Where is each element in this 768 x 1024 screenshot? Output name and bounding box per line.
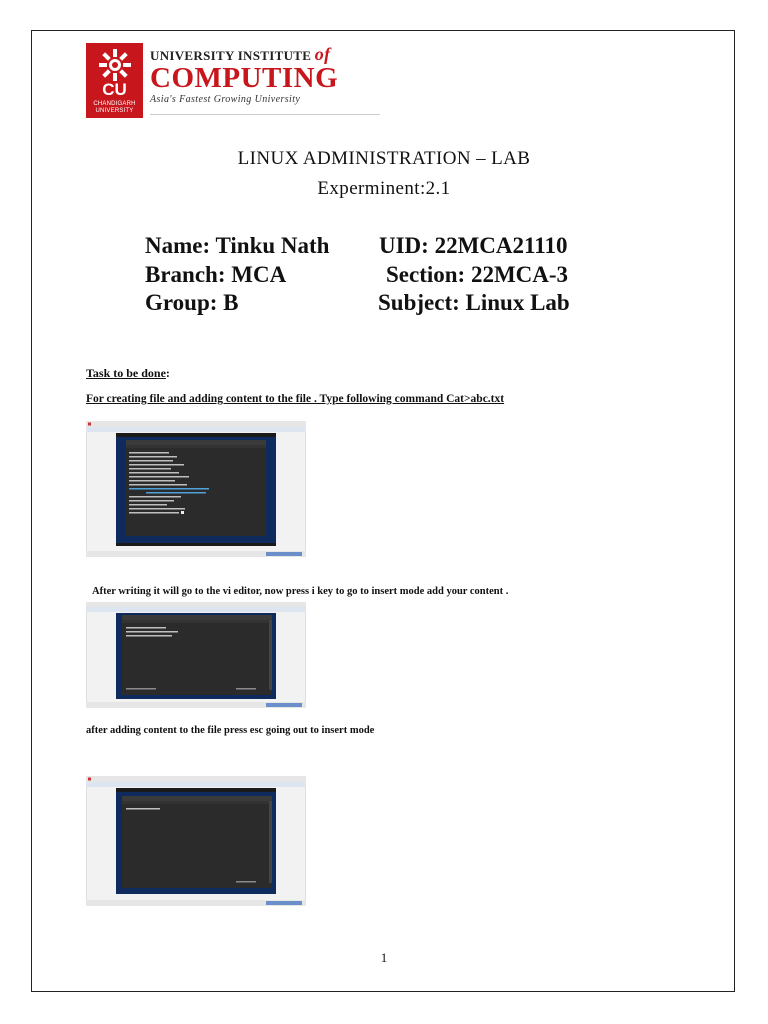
terminal-screenshot-3 (86, 776, 306, 906)
terminal-screenshot-2 (86, 602, 306, 708)
gear-emblem-icon (98, 48, 132, 82)
student-group: Group: B (145, 290, 239, 315)
cu-badge-text: CU (102, 80, 127, 99)
step1-instruction: For creating file and adding content to the file . Type following command Cat>abc.txt (86, 393, 505, 405)
logo-wordmark (150, 44, 339, 107)
student-uid: UID: 22MCA21110 (379, 233, 568, 258)
task-label: Task to be done (86, 366, 166, 380)
logo-tagline: Asia's Fastest Growing University (150, 94, 301, 105)
student-branch: Branch: MCA (145, 262, 287, 287)
step3-instruction: after adding content to the file press esc going out to insert mode (86, 725, 375, 736)
page-number: 1 (380, 950, 388, 965)
university-logo (86, 43, 386, 119)
experiment-number: Experminent:2.1 (317, 178, 451, 199)
cu-badge (86, 43, 143, 118)
student-name: Name: Tinku Nath (145, 233, 330, 258)
logo-line1-text: UNIVERSITY INSTITUTE (150, 48, 312, 63)
logo-line1-of: of (314, 44, 331, 64)
document-title: LINUX ADMINISTRATION – LAB (237, 148, 531, 169)
task-heading (86, 366, 170, 381)
logo-line2: COMPUTING (150, 62, 339, 94)
logo-divider (150, 114, 380, 115)
terminal-screenshot-1 (86, 421, 306, 557)
logo-line1 (150, 44, 338, 64)
step2-instruction: After writing it will go to the vi editor, now press i key to go to insert mode add your content . (92, 586, 509, 597)
cu-badge-subtext: CHANDIGARH UNIVERSITY (93, 101, 136, 114)
student-section: Section: 22MCA-3 (386, 262, 569, 287)
student-subject: Subject: Linux Lab (378, 290, 570, 315)
task-colon: : (165, 366, 170, 380)
